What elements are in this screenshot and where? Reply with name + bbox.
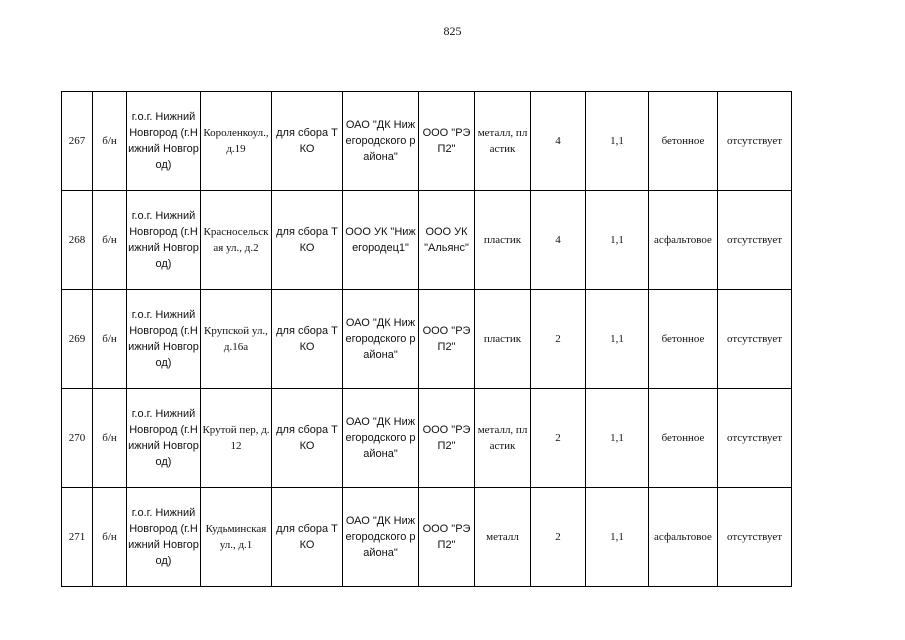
surface-cell: бетонное [649,389,718,488]
locality-cell: г.о.г. Нижний Новгород (г.Нижний Новгород) [127,191,201,290]
material-cell: металл [475,488,531,587]
count-cell: 2 [531,389,586,488]
material-cell: пластик [475,290,531,389]
owner-cell: ОАО "ДК Нижегородского района" [343,488,419,587]
surface-cell: асфальтовое [649,488,718,587]
purpose-cell: для сбора ТКО [272,191,343,290]
owner-cell: ООО УК "Нижегородец1" [343,191,419,290]
row-bn: б/н [93,290,127,389]
locality-cell: г.о.г. Нижний Новгород (г.Нижний Новгород) [127,488,201,587]
page-number: 825 [443,24,462,38]
table-row [62,92,792,191]
table-row [62,290,792,389]
address-cell: Крутой пер, д.12 [201,389,272,488]
waste-sites-table [61,91,792,587]
surface-cell: бетонное [649,290,718,389]
purpose-cell: для сбора ТКО [272,290,343,389]
table-row [62,389,792,488]
address-cell: Кудьминская ул., д.1 [201,488,272,587]
address-cell: Короленкоул., д.19 [201,92,272,191]
purpose-cell: для сбора ТКО [272,488,343,587]
operator-cell: ООО "РЭП2" [419,389,475,488]
row-bn: б/н [93,488,127,587]
row-number: 269 [62,290,93,389]
owner-cell: ОАО "ДК Нижегородского района" [343,92,419,191]
material-cell: пластик [475,191,531,290]
owner-cell: ОАО "ДК Нижегородского района" [343,290,419,389]
fence-cell: отсутствует [718,92,792,191]
volume-cell: 1,1 [586,488,649,587]
row-number: 268 [62,191,93,290]
volume-cell: 1,1 [586,92,649,191]
purpose-cell: для сбора ТКО [272,389,343,488]
row-bn: б/н [93,191,127,290]
fence-cell: отсутствует [718,290,792,389]
purpose-cell: для сбора ТКО [272,92,343,191]
owner-cell: ОАО "ДК Нижегородского района" [343,389,419,488]
fence-cell: отсутствует [718,488,792,587]
operator-cell: ООО "РЭП2" [419,290,475,389]
fence-cell: отсутствует [718,389,792,488]
material-cell: металл, пластик [475,92,531,191]
row-number: 271 [62,488,93,587]
volume-cell: 1,1 [586,389,649,488]
row-number: 270 [62,389,93,488]
volume-cell: 1,1 [586,290,649,389]
row-number: 267 [62,92,93,191]
locality-cell: г.о.г. Нижний Новгород (г.Нижний Новгород) [127,92,201,191]
material-cell: металл, пластик [475,389,531,488]
count-cell: 2 [531,290,586,389]
locality-cell: г.о.г. Нижний Новгород (г.Нижний Новгород) [127,290,201,389]
locality-cell: г.о.г. Нижний Новгород (г.Нижний Новгород) [127,389,201,488]
volume-cell: 1,1 [586,191,649,290]
address-cell: Красносельская ул., д.2 [201,191,272,290]
row-bn: б/н [93,389,127,488]
surface-cell: асфальтовое [649,191,718,290]
operator-cell: ООО УК "Альянс" [419,191,475,290]
address-cell: Крупской ул., д.16а [201,290,272,389]
table-row [62,191,792,290]
count-cell: 2 [531,488,586,587]
operator-cell: ООО "РЭП2" [419,488,475,587]
count-cell: 4 [531,92,586,191]
operator-cell: ООО "РЭП2" [419,92,475,191]
table-row [62,488,792,587]
fence-cell: отсутствует [718,191,792,290]
row-bn: б/н [93,92,127,191]
surface-cell: бетонное [649,92,718,191]
count-cell: 4 [531,191,586,290]
